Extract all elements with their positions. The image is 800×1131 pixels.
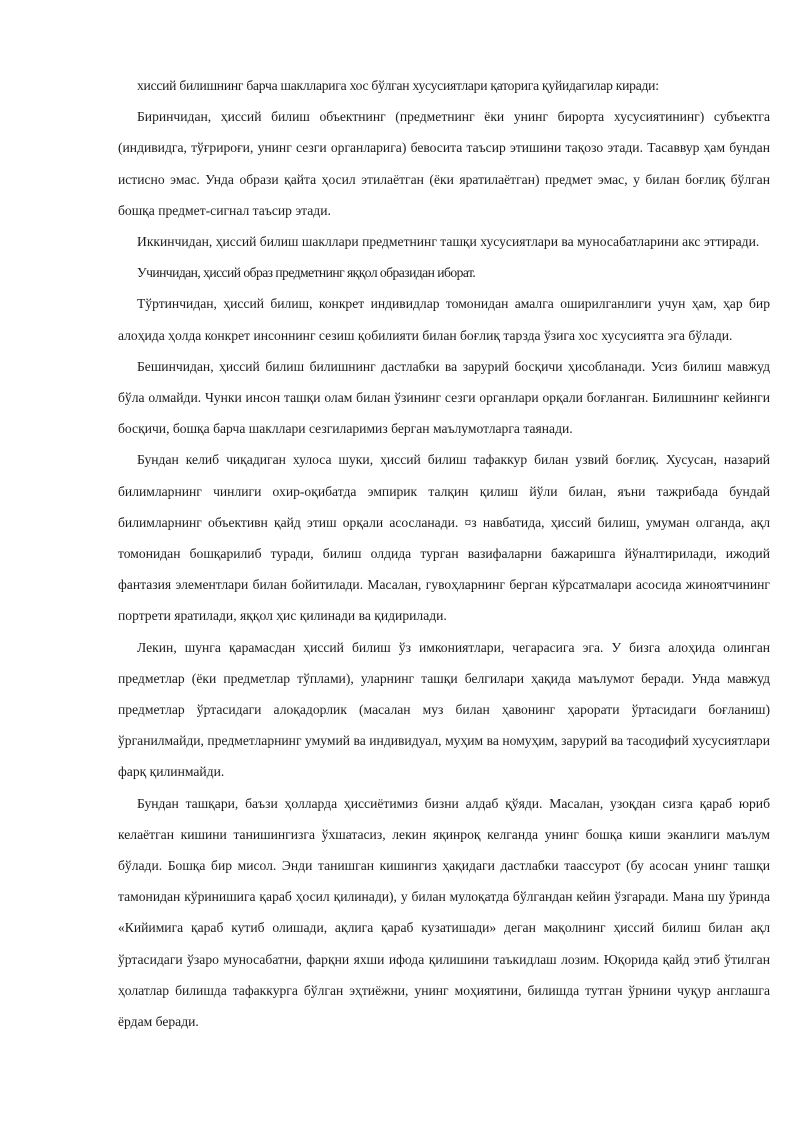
paragraph-third: Учинчидан, ҳиссий образ предметнинг яққол образидан иборат.: [137, 265, 476, 281]
paragraph-limits: Лекин, шунга қарамасдан ҳиссий билиш ўз имкониятлари, чегарасига эга. У бизга алоҳида олинган предметлар (ёки предметлар тўплами), уларнинг ташқи белгилари ҳақида маълумот беради. Унда мавжуд предметлар ўртасидаги алоқадорлик (масалан муз билан ҳавонинг ҳарорати ўртасидаги боғланиш) ўрганилмайди, предметларнинг умумий ва индивидуал, муҳим ва номуҳим, зарурий ва тасодифий хусусиятлари фарқ қилинмайди.: [118, 639, 770, 780]
paragraph-intro: хиссий билишнинг барча шаклларига хос бўлган хусусиятлари қаторига қуйидагилар киради:: [137, 78, 659, 93]
paragraph-deception: Бундан ташқари, баъзи ҳолларда ҳиссиётимиз бизни алдаб қўяди. Масалан, узоқдан сизга қараб юриб келаётган кишини танишингизга ўхшатасиз, лекин яқинроқ келганда унинг бошқа киши эканлиги маълум бўлади. Бошқа бир мисол. Энди танишган кишингиз ҳақидаги дастлабки таассурот (бу асосан унинг ташқи тамонидан кўринишига қараб ҳосил қилинади), у билан мулоқатда бўлгандан кейин ўзгаради. Мана шу ўринда «Кийимига қараб кутиб олишади, ақлига қараб кузатишади» деган мақолнинг ҳиссий билиш билан ақл ўртасидаги ўзаро муносабатни, фарқни яхши ифода қилишини таъкидлаш лозим. Юқорида қайд этиб ўтилган ҳолатлар билишда тафаккурга бўлган эҳтиёжни, унинг моҳиятини, билишда тутган ўрнини чуқур англашга ёрдам беради.: [118, 795, 770, 1030]
paragraph-conclusion: Бундан келиб чиқадиган хулоса шуки, ҳиссий билиш тафаккур билан узвий боғлиқ. Хусусан, назарий билимларнинг чинлиги охир-оқибатда эмпирик талқин қилиш йўли билан, яъни тажрибада бундай билимларнинг объективн қайд этиш орқали асосланади. ¤з навбатида, ҳиссий билиш, умуман олганда, ақл томонидан бошқарилиб туради, билиш олдида турган вазифаларни бажаришга йўналтирилади, ижодий фантазия элементлари билан бойитилади. Масалан, гувоҳларнинг берган кўрсатмалари асосида жиноятчининг портрети яратилади, яққол ҳис қилинади ва қидирилади.: [118, 452, 770, 624]
paragraph-fifth: Бешинчидан, ҳиссий билиш билишнинг дастлабки ва зарурий босқичи ҳисобланади. Усиз билиш мавжуд бўла олмайди. Чунки инсон ташқи олам билан ўзининг сезги органлари орқали боғланган. Билишнинг кейинги босқичи, бошқа барча шакллари сезгиларимиз берган маълумотларга таянади.: [118, 358, 770, 437]
paragraph-second: Иккинчидан, ҳиссий билиш шакллари предметнинг ташқи хусусиятлари ва муносабатларини акс эттиради.: [137, 234, 760, 250]
paragraph-first: Биринчидан, ҳиссий билиш объектнинг (предметнинг ёки унинг бирорта хусусиятининг) субъектга (индивидга, тўғрироғи, унинг сезги органларига) бевосита таъсир этишини тақозо этади. Тасаввур ҳам бундан истисно эмас. Унда образи қайта ҳосил этилаётган (ёки яратилаётган) предмет эмас, у билан боғлиқ бўлган бошқа предмет-сигнал таъсир этади.: [118, 109, 770, 218]
document-page: [118, 70, 770, 1037]
paragraph-fourth: Тўртинчидан, ҳиссий билиш, конкрет индивидлар томонидан амалга оширилганлиги учун ҳам, ҳар бир алоҳида ҳолда конкрет инсоннинг сезиш қобилияти билан боғлиқ тарзда ўзига хос хусусиятга эга бўлади.: [118, 296, 770, 343]
